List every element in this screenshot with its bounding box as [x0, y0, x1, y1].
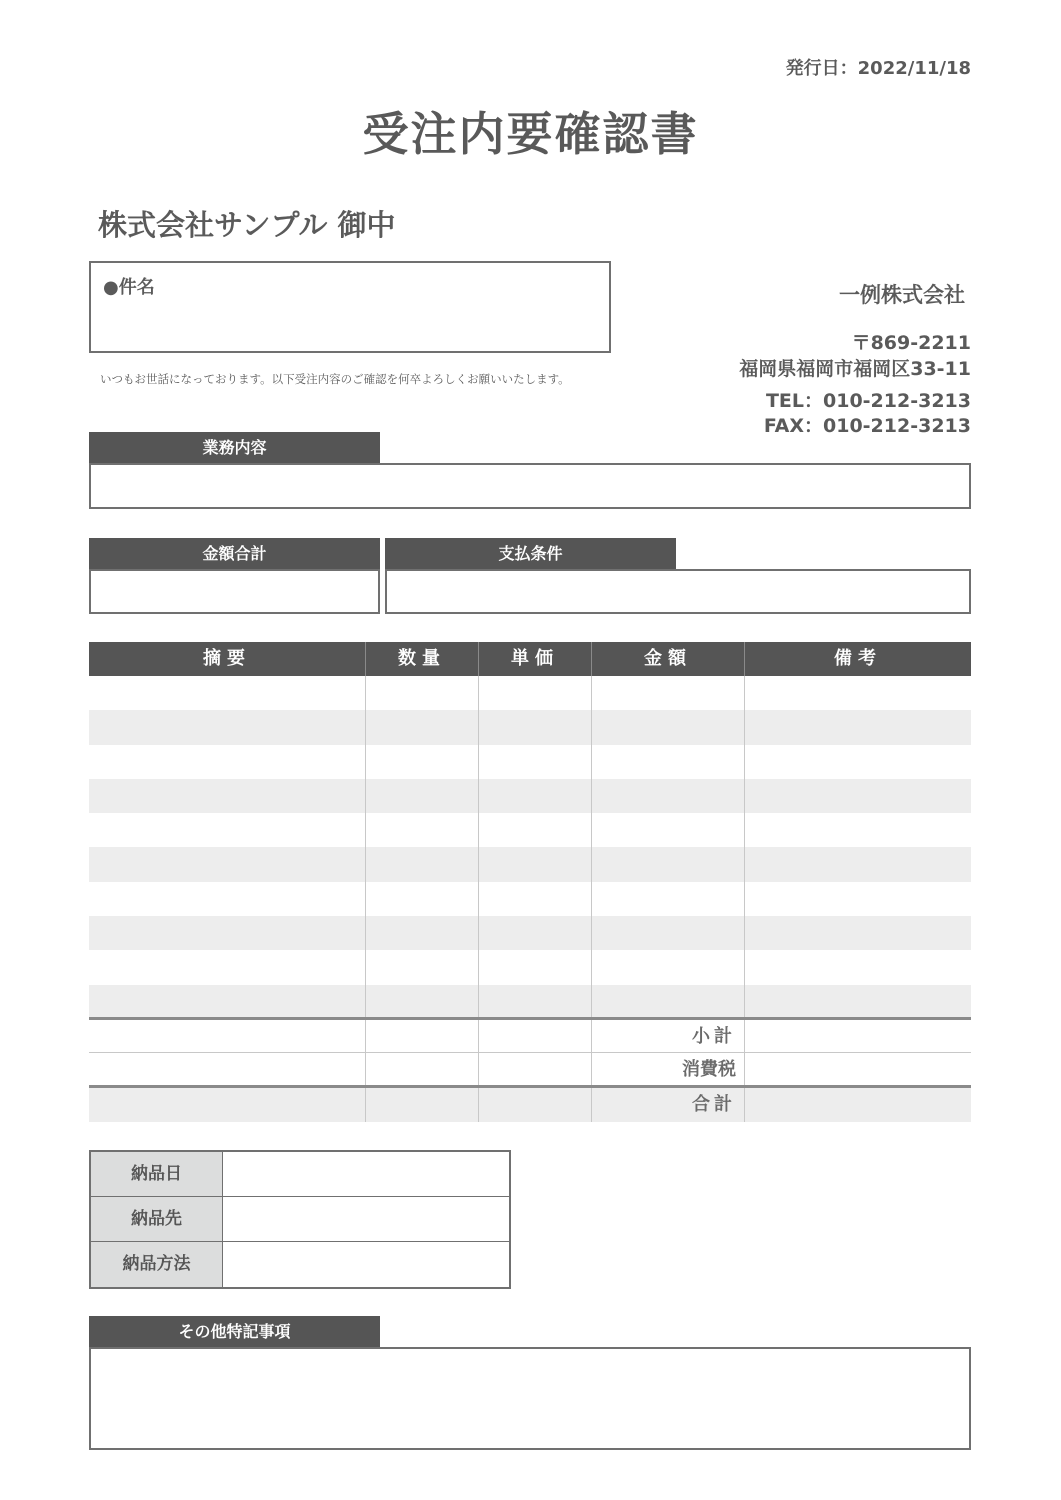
item-remarks-cell[interactable]: [745, 813, 971, 847]
item-unit-price-cell[interactable]: [479, 985, 592, 1019]
delivery-place-field[interactable]: [223, 1197, 509, 1241]
item-remarks-cell[interactable]: [745, 745, 971, 779]
subject-label: ●件名: [103, 277, 155, 298]
delivery-method-row: [91, 1242, 509, 1287]
table-row: [89, 985, 971, 1019]
item-amount-cell[interactable]: [592, 916, 745, 950]
item-quantity-cell[interactable]: [366, 985, 479, 1019]
item-remarks-cell[interactable]: [745, 676, 971, 710]
item-description-cell[interactable]: [89, 950, 366, 984]
summary-empty-cell: [366, 1053, 479, 1085]
header-unit-price: 単価: [479, 642, 592, 676]
table-row: [89, 847, 971, 881]
item-description-cell[interactable]: [89, 985, 366, 1019]
delivery-method-field[interactable]: [223, 1242, 509, 1287]
item-amount-cell[interactable]: [592, 847, 745, 881]
item-quantity-cell[interactable]: [366, 745, 479, 779]
subject-field[interactable]: [89, 261, 611, 353]
item-amount-cell[interactable]: [592, 882, 745, 916]
item-quantity-cell[interactable]: [366, 813, 479, 847]
item-amount-cell[interactable]: [592, 710, 745, 744]
item-amount-cell[interactable]: [592, 950, 745, 984]
payment-terms-label: 支払条件: [385, 538, 676, 570]
summary-empty-cell: [366, 1088, 479, 1122]
item-amount-cell[interactable]: [592, 985, 745, 1019]
item-unit-price-cell[interactable]: [479, 882, 592, 916]
total-amount-field[interactable]: [89, 569, 380, 614]
item-remarks-cell[interactable]: [745, 710, 971, 744]
other-notes-label: その他特記事項: [89, 1316, 380, 1348]
tax-value[interactable]: [745, 1053, 971, 1085]
table-row: [89, 779, 971, 813]
table-row: [89, 813, 971, 847]
item-unit-price-cell[interactable]: [479, 745, 592, 779]
item-unit-price-cell[interactable]: [479, 779, 592, 813]
item-unit-price-cell[interactable]: [479, 710, 592, 744]
client-name: 株式会社サンプル 御中: [98, 208, 396, 242]
item-remarks-cell[interactable]: [745, 882, 971, 916]
item-remarks-cell[interactable]: [745, 779, 971, 813]
summary-empty-cell: [366, 1020, 479, 1052]
table-row: [89, 950, 971, 984]
item-remarks-cell[interactable]: [745, 847, 971, 881]
item-quantity-cell[interactable]: [366, 882, 479, 916]
item-description-cell[interactable]: [89, 676, 366, 710]
item-remarks-cell[interactable]: [745, 916, 971, 950]
items-table-header: [89, 642, 971, 676]
table-row: [89, 882, 971, 916]
delivery-place-label: 納品先: [91, 1197, 223, 1241]
summary-empty-cell: [479, 1053, 592, 1085]
item-quantity-cell[interactable]: [366, 847, 479, 881]
payment-terms-field[interactable]: [385, 569, 971, 614]
summary-empty-cell: [479, 1088, 592, 1122]
summary-empty-cell: [89, 1088, 366, 1122]
summary-empty-cell: [89, 1020, 366, 1052]
delivery-date-row: [91, 1152, 509, 1197]
subtotal-row: [89, 1020, 971, 1053]
summary-block: [89, 1017, 971, 1122]
document-title: 受注内要確認書: [362, 107, 699, 161]
item-amount-cell[interactable]: [592, 779, 745, 813]
items-table-body: [89, 676, 971, 1019]
subtotal-label: 小計: [592, 1020, 745, 1052]
delivery-method-label: 納品方法: [91, 1242, 223, 1287]
delivery-table: [89, 1150, 511, 1289]
tax-label: 消費税: [592, 1053, 745, 1085]
delivery-date-label: 納品日: [91, 1152, 223, 1196]
business-content-label: 業務内容: [89, 432, 380, 464]
greeting-text: いつもお世話になっております。以下受注内容のご確認を何卒よろしくお願いいたします。: [100, 372, 570, 386]
delivery-place-row: [91, 1197, 509, 1242]
issuer-tel: TEL：010-212-3213: [765, 390, 971, 412]
item-quantity-cell[interactable]: [366, 916, 479, 950]
table-row: [89, 676, 971, 710]
table-row: [89, 745, 971, 779]
item-description-cell[interactable]: [89, 745, 366, 779]
summary-empty-cell: [479, 1020, 592, 1052]
item-quantity-cell[interactable]: [366, 676, 479, 710]
item-unit-price-cell[interactable]: [479, 813, 592, 847]
item-description-cell[interactable]: [89, 847, 366, 881]
table-row: [89, 916, 971, 950]
issuer-postal: 〒869-2211: [851, 332, 971, 354]
table-row: [89, 710, 971, 744]
item-quantity-cell[interactable]: [366, 950, 479, 984]
item-quantity-cell[interactable]: [366, 710, 479, 744]
item-amount-cell[interactable]: [592, 676, 745, 710]
issue-date: 発行日：2022/11/18: [785, 58, 971, 79]
item-description-cell[interactable]: [89, 779, 366, 813]
item-description-cell[interactable]: [89, 882, 366, 916]
summary-empty-cell: [89, 1053, 366, 1085]
items-table: [89, 642, 971, 1019]
item-remarks-cell[interactable]: [745, 985, 971, 1019]
total-label: 合計: [592, 1088, 745, 1122]
header-quantity: 数量: [366, 642, 479, 676]
item-quantity-cell[interactable]: [366, 779, 479, 813]
item-unit-price-cell[interactable]: [479, 847, 592, 881]
header-description: 摘要: [89, 642, 366, 676]
item-description-cell[interactable]: [89, 916, 366, 950]
total-amount-label: 金額合計: [89, 538, 380, 570]
item-unit-price-cell[interactable]: [479, 916, 592, 950]
header-amount: 金額: [592, 642, 745, 676]
item-remarks-cell[interactable]: [745, 950, 971, 984]
item-unit-price-cell[interactable]: [479, 676, 592, 710]
header-remarks: 備考: [834, 648, 882, 669]
item-unit-price-cell[interactable]: [479, 950, 592, 984]
total-row: [89, 1088, 971, 1122]
item-description-cell[interactable]: [89, 813, 366, 847]
delivery-date-field[interactable]: [223, 1152, 509, 1196]
business-content-field[interactable]: [89, 463, 971, 509]
issuer-address: 福岡県福岡市福岡区33-11: [739, 358, 971, 380]
item-amount-cell[interactable]: [592, 813, 745, 847]
subtotal-value[interactable]: [745, 1020, 971, 1052]
item-amount-cell[interactable]: [592, 745, 745, 779]
issuer-company: 一例株式会社: [839, 283, 965, 307]
tax-row: [89, 1053, 971, 1088]
item-description-cell[interactable]: [89, 710, 366, 744]
issuer-fax: FAX：010-212-3213: [763, 415, 971, 437]
other-notes-field[interactable]: [89, 1347, 971, 1450]
total-value[interactable]: [745, 1088, 971, 1122]
